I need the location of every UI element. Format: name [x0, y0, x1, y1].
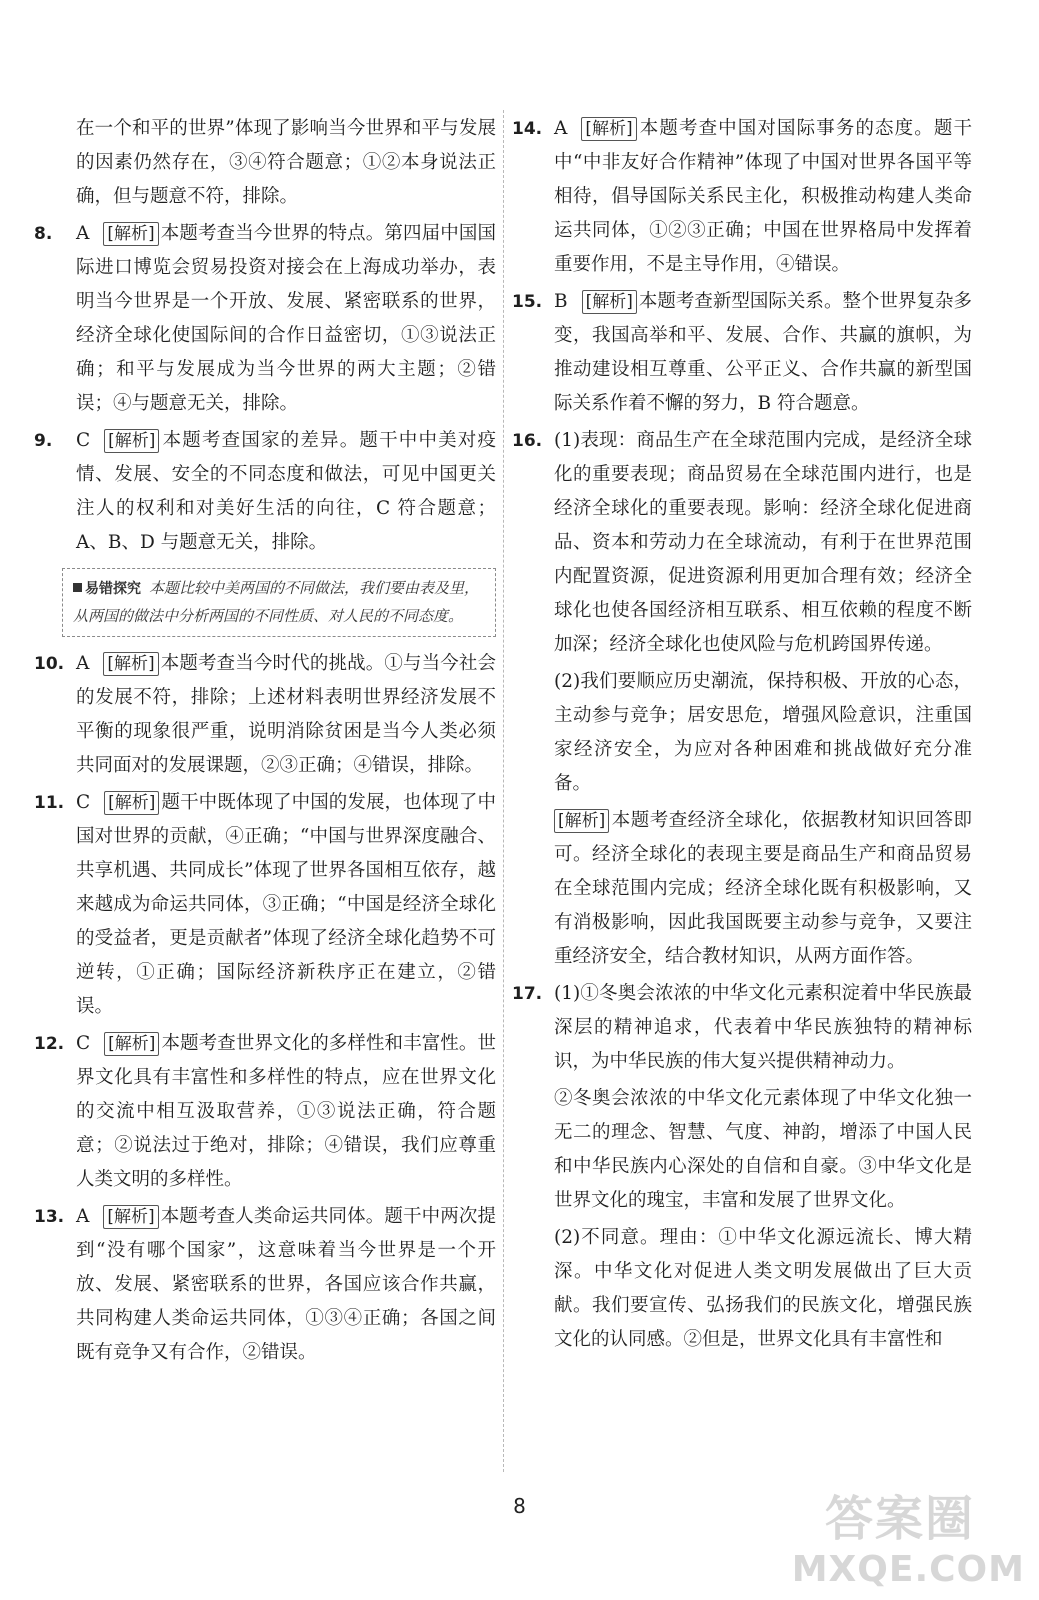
answer-16-analysis [512, 804, 972, 974]
analysis-tag: [解析] [104, 1032, 159, 1056]
answer-16-part-2: (2)我们要顺应历史潮流，保持积极、开放的心态，主动参与竞争；居安思危，增强风险意识，注重国家经济安全，为应对各种困难和挑战做好充分准备。 [554, 671, 972, 794]
answer-9 [34, 424, 496, 560]
answer-text: 本题考查当今时代的挑战。①与当今社会的发展不符，排除；上述材料表明世界经济发展不平衡的现象很严重，说明消除贫困是当今人类必须共同面对的发展课题，②③正确；④错误，排除。 [76, 653, 496, 776]
tip-text: 本题比较中美两国的不同做法，我们要由表及里，从两国的做法中分析两国的不同性质、对人民的不同态度。 [73, 579, 480, 625]
answer-text: 本题考查当今世界的特点。第四届中国国际进口博览会贸易投资对接会在上海成功举办，表明当今世界是一个开放、发展、紧密联系的世界，经济全球化使国际间的合作日益密切，①③说法正确；和平与发展成为当今世界的两大主题；②错误；④与题意无关，排除。 [76, 223, 496, 414]
question-number: 15. [512, 292, 543, 312]
answer-12 [34, 1027, 496, 1197]
answer-choice: C [76, 792, 91, 813]
question-number: 12. [34, 1034, 65, 1054]
analysis-tag: [解析] [554, 809, 609, 833]
question-number: 13. [34, 1207, 65, 1227]
question-number: 16. [512, 431, 543, 451]
answer-text: 本题考查人类命运共同体。题干中两次提到“没有哪个国家”，这意味着当今世界是一个开放、发展、紧密联系的世界，各国应该合作共赢，共同构建人类命运共同体，①③④正确；各国之间既有竞争又有合作，②错误。 [76, 1206, 496, 1363]
answer-16-part-1 [512, 424, 972, 662]
answer-text: (1)①冬奥会浓浓的中华文化元素积淀着中华民族最深层的精神追求，代表着中华民族独特的精神标识，为中华民族的伟大复兴提供精神动力。 [554, 983, 972, 1072]
answer-choice: A [76, 653, 90, 674]
analysis-text: 本题考查经济全球化，依据教材知识回答即可。经济全球化的表现主要是商品生产和商品贸易在全球范围内完成；经济全球化既有积极影响，又有消极影响，因此我国既要主动参与竞争，又要注重经济安全，结合教材知识，从两方面作答。 [554, 810, 972, 967]
question-number: 14. [512, 119, 543, 139]
question-number: 11. [34, 793, 65, 813]
answer-text: 本题考查国家的差异。题干中中美对疫情、发展、安全的不同态度和做法，可见中国更关注人的权利和对美好生活的向往，C 符合题意；A、B、D 与题意无关，排除。 [76, 430, 496, 553]
question-number: 9. [34, 431, 53, 451]
answer-text: 题干中既体现了中国的发展，也体现了中国对世界的贡献，④正确；“中国与世界深度融合、共享机遇、共同成长”体现了世界各国相互依存，越来越成为命运共同体，③正确；“中国是经济全球化的受益者，更是贡献者”体现了经济全球化趋势不可逆转，①正确；国际经济新秩序正在建立，②错误。 [76, 792, 496, 1017]
continued-answer-text: 在一个和平的世界”体现了影响当今世界和平与发展的因素仍然存在，③④符合题意；①②本身说法正确，但与题意不符，排除。 [76, 118, 496, 207]
answer-choice: A [76, 1206, 90, 1227]
answer-17-part-2: ②冬奥会浓浓的中华文化元素体现了中华文化独一无二的理念、智慧、气度、神韵，增添了中国人民和中华民族内心深处的自信和自豪。③中华文化是世界文化的瑰宝，丰富和发展了世界文化。 [554, 1088, 972, 1211]
question-number: 17. [512, 984, 543, 1004]
answer-15 [512, 285, 972, 421]
mistake-tip-box [62, 568, 496, 637]
answer-text: 本题考查世界文化的多样性和丰富性。世界文化具有丰富性和多样性的特点，应在世界文化的交流中相互汲取营养，①③说法正确，符合题意；②说法过于绝对，排除；④错误，我们应尊重人类文明的多样性。 [76, 1033, 496, 1190]
answer-text: 本题考查中国对国际事务的态度。题干中“中非友好合作精神”体现了中国对世界各国平等相待，倡导国际关系民主化，积极推动构建人类命运共同体，①②③正确；中国在世界格局中发挥着重要作用，不是主导作用，④错误。 [554, 118, 972, 275]
site-watermark-logo [791, 1480, 1025, 1590]
watermark-top-text: 答案圈 [825, 1491, 976, 1547]
answer-13 [34, 1200, 496, 1370]
answer-text: 本题考查新型国际关系。整个世界复杂多变，我国高举和平、发展、合作、共赢的旗帜，为推动建设相互尊重、公平正义、合作共赢的新型国际关系作着不懈的努力，B 符合题意。 [554, 291, 972, 414]
answer-10 [34, 647, 496, 783]
analysis-tag: [解析] [104, 429, 159, 453]
analysis-tag: [解析] [582, 290, 637, 314]
analysis-tag: [解析] [103, 222, 158, 246]
answer-17-part-1 [512, 977, 972, 1079]
answer-14 [512, 112, 972, 282]
analysis-tag: [解析] [103, 652, 158, 676]
left-column [34, 112, 496, 1373]
answer-choice: A [554, 118, 568, 139]
answer-choice: C [76, 430, 91, 451]
answer-choice: A [76, 223, 90, 244]
analysis-tag: [解析] [104, 791, 159, 815]
square-bullet-icon [73, 583, 82, 592]
answer-choice: B [554, 291, 568, 312]
tip-title: 易错探究 [85, 581, 141, 597]
question-number: 8. [34, 224, 53, 244]
page-number: 8 [513, 1494, 526, 1518]
answer-8 [34, 217, 496, 421]
analysis-tag: [解析] [103, 1205, 158, 1229]
answer-17-part-3: (2)不同意。理由：①中华文化源远流长、博大精深。中华文化对促进人类文明发展做出了巨大贡献。我们要宣传、弘扬我们的民族文化，增强民族文化的认同感。②但是，世界文化具有丰富性和 [554, 1227, 972, 1350]
column-divider [503, 110, 504, 1472]
question-number: 10. [34, 654, 65, 674]
answer-11 [34, 786, 496, 1024]
answer-text: (1)表现：商品生产在全球范围内完成，是经济全球化的重要表现；商品贸易在全球范围内进行，也是经济全球化的重要表现。影响：经济全球化促进商品、资本和劳动力在全球流动，有利于在世界范围内配置资源，促进资源利用更加合理有效；经济全球化也使各国经济相互联系、相互依赖的程度不断加深；经济全球化也使风险与危机跨国界传递。 [554, 430, 972, 655]
answer-choice: C [76, 1033, 91, 1054]
right-column [512, 112, 972, 1360]
analysis-tag: [解析] [581, 117, 636, 141]
watermark-url: MXQE.COM [791, 1549, 1025, 1590]
